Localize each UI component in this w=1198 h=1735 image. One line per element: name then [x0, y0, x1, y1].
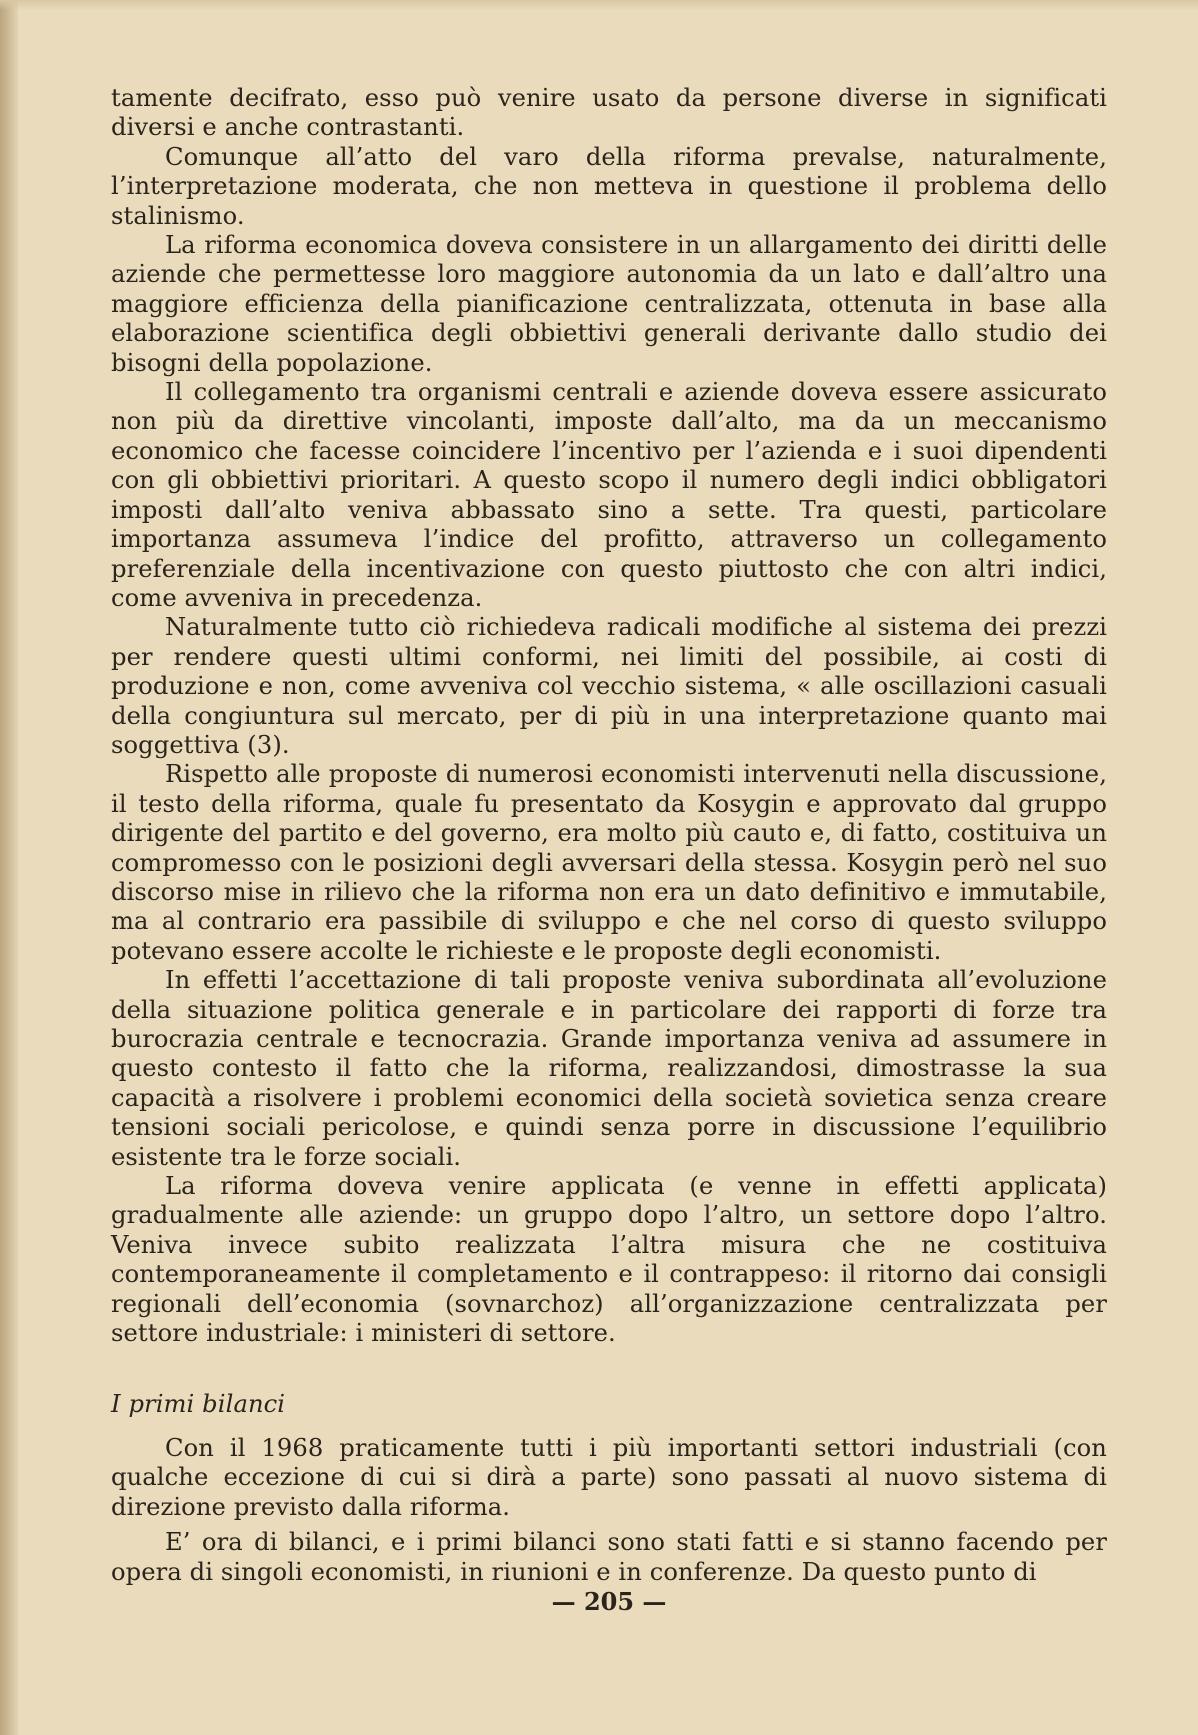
- paragraph: E’ ora di bilanci, e i primi bilanci sono stati fatti e si stanno facendo per opera di singoli economisti, in riunioni e in conferenze. Da questo punto di: [111, 1528, 1107, 1586]
- paragraph-continuation: tamente decifrato, esso può venire usato da persone diverse in significati diversi e anche contrastanti.: [111, 84, 1107, 142]
- paragraph: La riforma economica doveva consistere in un allargamento dei diritti delle aziende che permettesse loro maggiore autonomia da un lato e dall’altro una maggiore efficienza della pianificazione centralizzata, ottenuta in base alla elaborazione scientifica degli obbiettivi generali derivante dallo studio dei bisogni della popolazione.: [111, 231, 1107, 377]
- scan-shadow-top: [0, 0, 1198, 10]
- paragraph: In effetti l’accettazione di tali proposte veniva subordinata all’evoluzione della situazione politica generale e in particolare dei rapporti di forze tra burocrazia centrale e tecnocrazia. Grande importanza veniva ad assumere in questo contesto il fatto che la riforma, realizzandosi, dimostrasse la sua capacità a risolvere i problemi economici della società sovietica senza creare tensioni sociali pericolose, e quindi senza porre in discussione l’equilibrio esistente tra le forze sociali.: [111, 966, 1107, 1171]
- paragraph: Rispetto alle proposte di numerosi economisti intervenuti nella discussione, il testo della riforma, quale fu presentato da Kosygin e approvato dal gruppo dirigente del partito e del governo, era molto più cauto e, di fatto, costituiva un compromesso con le posizioni degli avversari della stessa. Kosygin però nel suo discorso mise in rilievo che la riforma non era un dato definitivo e immutabile, ma al contrario era passibile di sviluppo e che nel corso di questo sviluppo potevano essere accolte le richieste e le proposte degli economisti.: [111, 760, 1107, 965]
- paragraph: Naturalmente tutto ciò richiedeva radicali modifiche al sistema dei prezzi per rendere questi ultimi conformi, nei limiti del possibile, ai costi di produzione e non, come avveniva col vecchio sistema, « alle oscillazioni casuali della congiuntura sul mercato, per di più in una interpretazione quanto mai soggettiva (3).: [111, 613, 1107, 759]
- scan-shadow-left: [0, 0, 18, 1735]
- paragraph: Comunque all’atto del varo della riforma prevalse, naturalmente, l’interpretazione moderata, che non metteva in questione il problema dello stalinismo.: [111, 142, 1107, 230]
- paragraph: La riforma doveva venire applicata (e venne in effetti applicata) gradualmente alle aziende: un gruppo dopo l’altro, un settore dopo l’altro. Veniva invece subito realizzata l’altra misura che ne costituiva contemporaneamente il completamento e il contrappeso: il ritorno dai consigli regionali dell’economia (sovnarchoz) all’organizzazione centralizzata per settore industriale: i ministeri di settore.: [111, 1172, 1107, 1348]
- page-body: [111, 84, 1107, 1587]
- section-heading: I primi bilanci: [111, 1390, 286, 1419]
- paragraph: Il collegamento tra organismi centrali e aziende doveva essere assicurato non più da direttive vincolanti, imposte dall’alto, ma da un meccanismo economico che facesse coincidere l’incentivo per l’azienda e i suoi dipendenti con gli obbiettivi prioritari. A questo scopo il numero degli indici obbligatori imposti dall’alto veniva abbassato sino a sette. Tra questi, particolare importanza assumeva l’indice del profitto, attraverso un collegamento preferenziale della incentivazione con questo piuttosto che con altri indici, come avveniva in precedenza.: [111, 378, 1107, 612]
- page-number: — 205 —: [551, 1587, 667, 1616]
- paragraph: Con il 1968 praticamente tutti i più importanti settori industriali (con qualche eccezione di cui si dirà a parte) sono passati al nuovo sistema di direzione previsto dalla riforma.: [111, 1433, 1107, 1521]
